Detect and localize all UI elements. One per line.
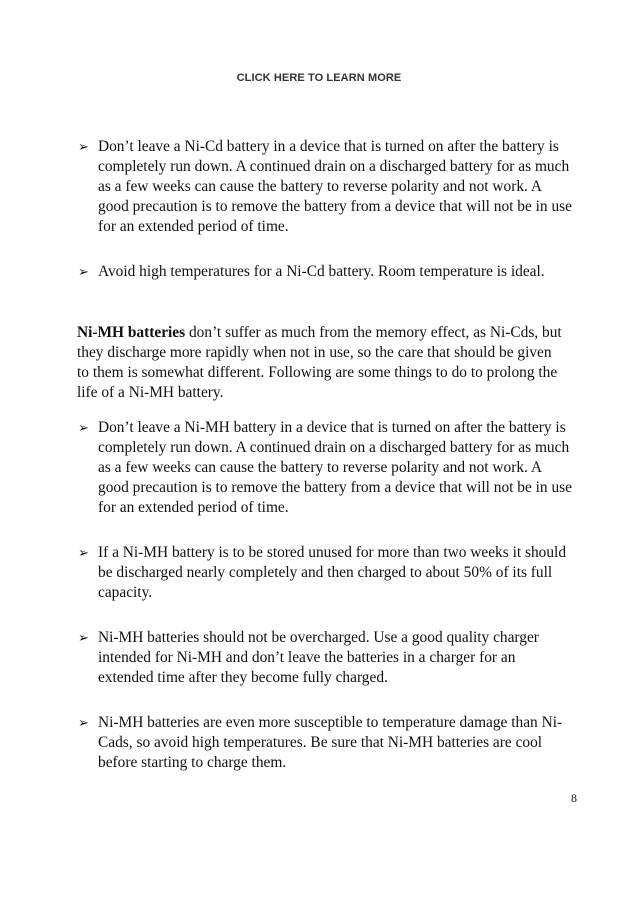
list-item-text: Don’t leave a Ni-MH battery in a device that is turned on after the battery is completely run down. A continued drain on a discharged battery for as much as a few weeks can cause the battery to reverse polarity and not work. A good precaution is to remove the battery from a device that will not be in use for an extended period of time.	[98, 419, 572, 516]
list-item-text: Ni-MH batteries are even more susceptible to temperature damage than Ni-Cads, so avoid high temperatures. Be sure that Ni-MH batteries are cool before starting to charge them.	[98, 714, 563, 771]
list-item-text: If a Ni-MH battery is to be stored unused for more than two weeks it should be discharged nearly completely and then charged to about 50% of its full capacity.	[98, 544, 567, 601]
nimh-heading: Ni-MH batteries	[77, 324, 186, 341]
arrow-bullet-icon: ➢	[78, 264, 89, 279]
list-item-text: Don’t leave a Ni-Cd battery in a device that is turned on after the battery is completely run down. A continued drain on a discharged battery for as much as a few weeks can cause the battery to reverse polarity and not work. A good precaution is to remove the battery from a device that will not be in use for an extended period of time.	[98, 138, 572, 235]
list-item-text: Ni-MH batteries should not be overcharged. Use a good quality charger intended for Ni-MH and don’t leave the batteries in a charger for an extended time after they become fully charged.	[98, 629, 539, 686]
arrow-bullet-icon: ➢	[78, 715, 89, 730]
nimh-care-list	[78, 418, 574, 773]
list-item	[78, 418, 574, 518]
list-item	[78, 137, 574, 237]
list-item	[78, 543, 574, 603]
arrow-bullet-icon: ➢	[78, 630, 89, 645]
page-number: 8	[571, 791, 577, 805]
list-item	[78, 262, 574, 282]
learn-more-link[interactable]: CLICK HERE TO LEARN MORE	[236, 72, 402, 84]
arrow-bullet-icon: ➢	[78, 139, 89, 154]
arrow-bullet-icon: ➢	[78, 545, 89, 560]
nimh-intro-text: don’t suffer as much from the memory effect, as Ni-Cds, but they discharge more rapidly when not in use, so the care that should be given to them is somewhat different. Following are some things to do to prolong the life of a Ni-MH battery.	[77, 324, 562, 401]
list-item	[78, 713, 574, 773]
arrow-bullet-icon: ➢	[78, 420, 89, 435]
nicd-care-list	[78, 137, 574, 282]
list-item	[78, 628, 574, 688]
nimh-intro-paragraph	[77, 323, 567, 403]
list-item-text: Avoid high temperatures for a Ni-Cd battery. Room temperature is ideal.	[98, 263, 545, 280]
